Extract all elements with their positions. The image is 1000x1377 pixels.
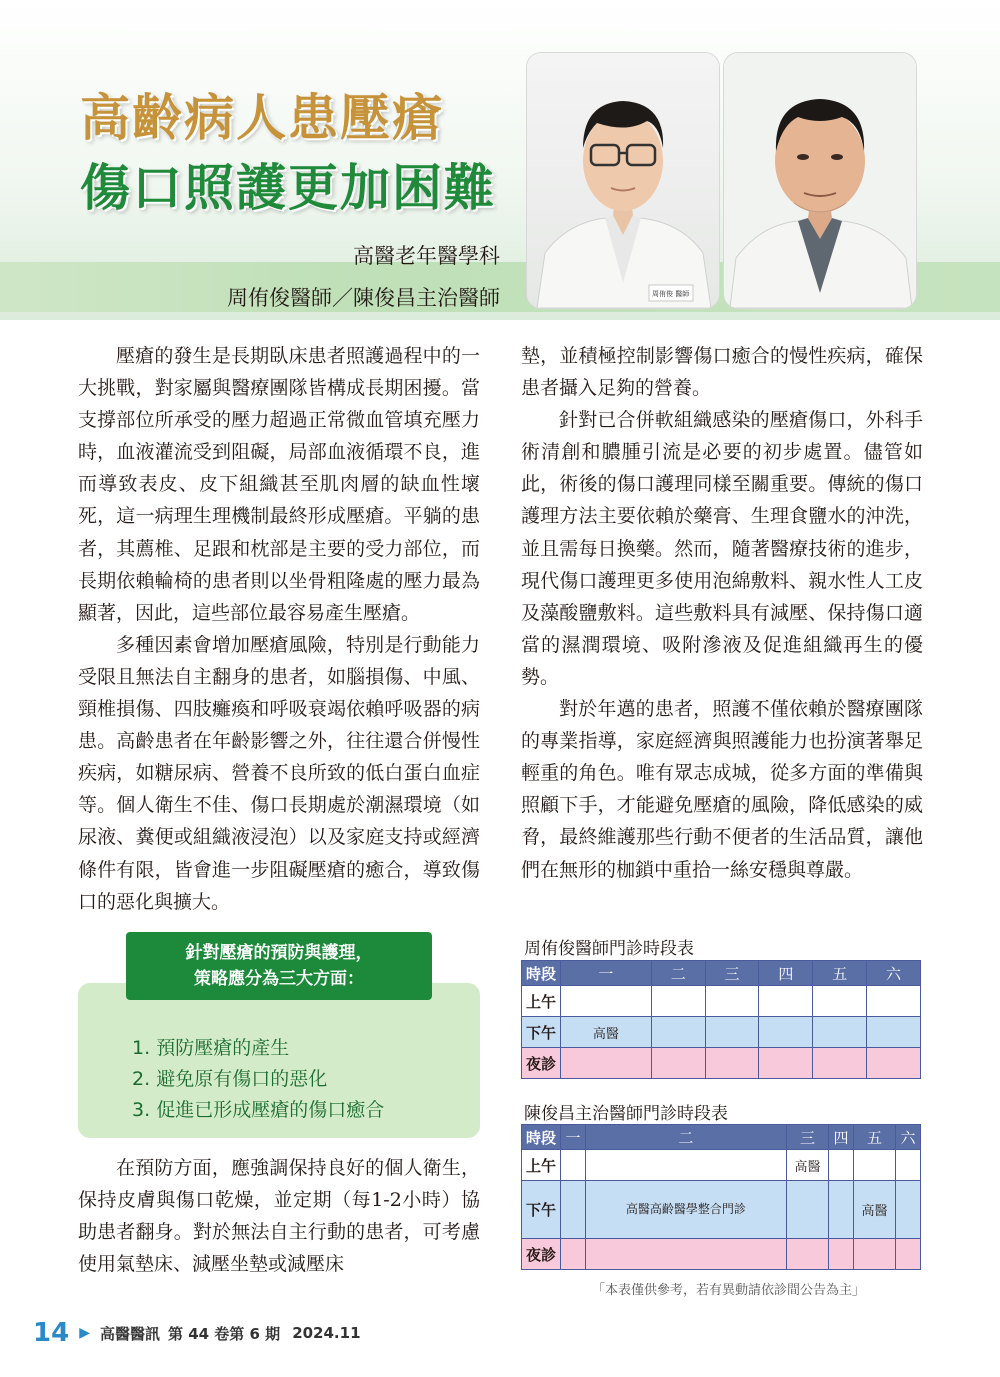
table-cell <box>867 1048 921 1079</box>
table-header-row <box>522 961 921 986</box>
row-label: 上午 <box>522 1150 561 1181</box>
article-title-line1: 高齡病人患壓瘡 <box>80 89 444 147</box>
table-cell <box>705 986 759 1017</box>
table-cell <box>853 1150 895 1181</box>
table-cell <box>786 1181 828 1239</box>
row-label: 上午 <box>522 986 561 1017</box>
schedule-title-1: 周侑俊醫師門診時段表 <box>524 939 694 959</box>
paragraph: 在預防方面，應強調保持良好的個人衛生，保持皮膚與傷口乾燥，並定期（每1-2小時）協助患者翻身。對於無法自主行動的患者，可考慮使用氣墊床、減壓坐墊或減壓床 <box>78 1157 480 1276</box>
table-cell <box>813 1017 867 1048</box>
table-header-cell: 三 <box>705 961 759 986</box>
strategy-title-line1: 針對壓瘡的預防與護理， <box>185 943 373 963</box>
play-triangle-icon: ▶ <box>79 1325 90 1341</box>
table-cell <box>561 1048 652 1079</box>
left-column-text-2 <box>78 1152 480 1280</box>
table-row <box>522 1150 921 1181</box>
doctor-portrait-1-icon <box>527 53 719 308</box>
table-header-cell: 四 <box>828 1125 853 1150</box>
schedule-table-2 <box>521 1124 921 1270</box>
table-header-cell: 五 <box>853 1125 895 1150</box>
table-header-cell: 四 <box>759 961 813 986</box>
table-cell <box>828 1181 853 1239</box>
schedule-note: 「本表僅供參考，若有異動請依診間公告為主」 <box>592 1283 866 1298</box>
department-label: 高醫老年醫學科 <box>353 244 500 268</box>
table-cell <box>585 1239 786 1270</box>
table-header-cell: 時段 <box>522 1125 561 1150</box>
name-badge: 周侑俊 醫師 <box>652 290 690 298</box>
table-cell <box>585 1150 786 1181</box>
table-header-row <box>522 1125 921 1150</box>
table-cell <box>651 1017 705 1048</box>
table-row <box>522 1239 921 1270</box>
strategy-item-text: 預防壓瘡的產生 <box>156 1037 290 1059</box>
table-cell <box>896 1239 921 1270</box>
table-row <box>522 986 921 1017</box>
table-cell <box>759 1017 813 1048</box>
volume-issue: 第 44 卷第 6 期 <box>167 1324 281 1343</box>
table-header-cell: 三 <box>786 1125 828 1150</box>
table-header-cell: 二 <box>651 961 705 986</box>
table-cell <box>705 1048 759 1079</box>
strategy-title-line2: 策略應分為三大方面： <box>194 969 364 989</box>
table-cell <box>896 1150 921 1181</box>
paragraph: 壓瘡的發生是長期臥床患者照護過程中的一大挑戰，對家屬與醫療團隊皆構成長期困擾。當支撐部位所承受的壓力超過正常微血管填充壓力時，血液灌流受到阻礙，局部血液循環不良，進而導致表皮、皮下組織甚至肌肉層的缺血性壞死，這一病理生理機制最終形成壓瘡。平躺的患者，其薦椎、足跟和枕部是主要的受力部位，而長期依賴輪椅的患者則以坐骨粗隆處的壓力最為顯著，因此，這些部位最容易產生壓瘡。 <box>78 345 480 624</box>
table-cell <box>651 1048 705 1079</box>
table-cell: 高醫高齡醫學整合門診 <box>585 1181 786 1239</box>
authors-label: 周侑俊醫師／陳俊昌主治醫師 <box>227 286 500 310</box>
row-label: 下午 <box>522 1017 561 1048</box>
paragraph: 對於年邁的患者，照護不僅依賴於醫療團隊的專業指導，家庭經濟與照護能力也扮演著舉足輕重的角色。唯有眾志成城，從多方面的準備與照顧下手，才能避免壓瘡的風險，降低感染的威脅，最終維護那些行動不便者的生活品質，讓他們在無形的枷鎖中重拾一絲安穩與尊嚴。 <box>521 698 923 881</box>
table-cell <box>561 986 652 1017</box>
strategy-item-number: 1. <box>132 1037 151 1059</box>
left-column-text <box>78 340 480 918</box>
strategy-item-text: 促進已形成壓瘡的傷口癒合 <box>156 1099 385 1121</box>
table-cell <box>828 1239 853 1270</box>
page-footer <box>33 1318 361 1348</box>
page-number: 14 <box>33 1318 70 1348</box>
publication-name: 高醫醫訊 <box>99 1324 160 1343</box>
paragraph: 針對已合併軟組織感染的壓瘡傷口，外科手術清創和膿腫引流是必要的初步處置。儘管如此，術後的傷口護理同樣至關重要。傳統的傷口護理方法主要依賴於藥膏、生理食鹽水的沖洗，並且需每日換藥。然而，隨著醫療技術的進步，現代傷口護理更多使用泡綿敷料、親水性人工皮及藻酸鹽敷料。這些敷料具有減壓、保持傷口適當的濕潤環境、吸附滲液及促進組織再生的優勢。 <box>521 409 923 688</box>
table-cell: 高醫 <box>853 1181 895 1239</box>
table-header-cell: 二 <box>585 1125 786 1150</box>
strategy-item-number: 2. <box>132 1068 151 1090</box>
table-cell <box>561 1150 586 1181</box>
schedule-table-1 <box>521 960 921 1079</box>
table-cell <box>813 1048 867 1079</box>
strategy-item-number: 3. <box>132 1099 151 1121</box>
table-cell <box>561 1181 586 1239</box>
right-column-text <box>521 340 923 886</box>
table-cell <box>828 1150 853 1181</box>
table-header-cell: 一 <box>561 961 652 986</box>
table-cell <box>896 1181 921 1239</box>
table-header-cell: 六 <box>867 961 921 986</box>
paragraph-continuation: 墊，並積極控制影響傷口癒合的慢性疾病，確保患者攝入足夠的營養。 <box>521 345 923 400</box>
table-cell <box>651 986 705 1017</box>
table-cell <box>853 1239 895 1270</box>
article-title-line2: 傷口照護更加困難 <box>80 159 496 217</box>
paragraph: 多種因素會增加壓瘡風險，特別是行動能力受限且無法自主翻身的患者，如腦損傷、中風、頸椎損傷、四肢癱瘓和呼吸衰竭依賴呼吸器的病患。高齡患者在年齡影響之外，往往還合併慢性疾病，如糖尿病、營養不良所致的低白蛋白血症等。個人衛生不佳、傷口長期處於潮濕環境（如尿液、糞便或組織液浸泡）以及家庭支持或經濟條件有限，皆會進一步阻礙壓瘡的癒合，導致傷口的惡化與擴大。 <box>78 633 480 913</box>
table-cell <box>561 1239 586 1270</box>
table-cell <box>759 1048 813 1079</box>
row-label: 夜診 <box>522 1048 561 1079</box>
table-row <box>522 1181 921 1239</box>
table-row <box>522 1017 921 1048</box>
strategy-item <box>132 1033 384 1064</box>
schedule-title-2: 陳俊昌主治醫師門診時段表 <box>524 1104 728 1124</box>
doctor-photo-2 <box>724 53 916 308</box>
table-cell: 高醫 <box>561 1017 652 1048</box>
table-cell <box>867 1017 921 1048</box>
strategy-item <box>132 1095 384 1126</box>
table-header-cell: 時段 <box>522 961 561 986</box>
table-header-cell: 五 <box>813 961 867 986</box>
doctor-portrait-2-icon <box>724 53 916 308</box>
table-header-cell: 一 <box>561 1125 586 1150</box>
row-label: 下午 <box>522 1181 561 1239</box>
table-row <box>522 1048 921 1079</box>
strategy-box-title <box>126 932 432 1000</box>
table-cell <box>759 986 813 1017</box>
strategy-item <box>132 1064 384 1095</box>
table-cell <box>786 1239 828 1270</box>
table-cell <box>867 986 921 1017</box>
doctor-photo-1 <box>527 53 719 308</box>
strategy-list <box>132 1033 384 1126</box>
table-cell: 高醫 <box>786 1150 828 1181</box>
table-header-cell: 六 <box>896 1125 921 1150</box>
table-cell <box>705 1017 759 1048</box>
row-label: 夜診 <box>522 1239 561 1270</box>
strategy-item-text: 避免原有傷口的惡化 <box>156 1068 328 1090</box>
table-cell <box>813 986 867 1017</box>
issue-date: 2024.11 <box>292 1324 361 1342</box>
